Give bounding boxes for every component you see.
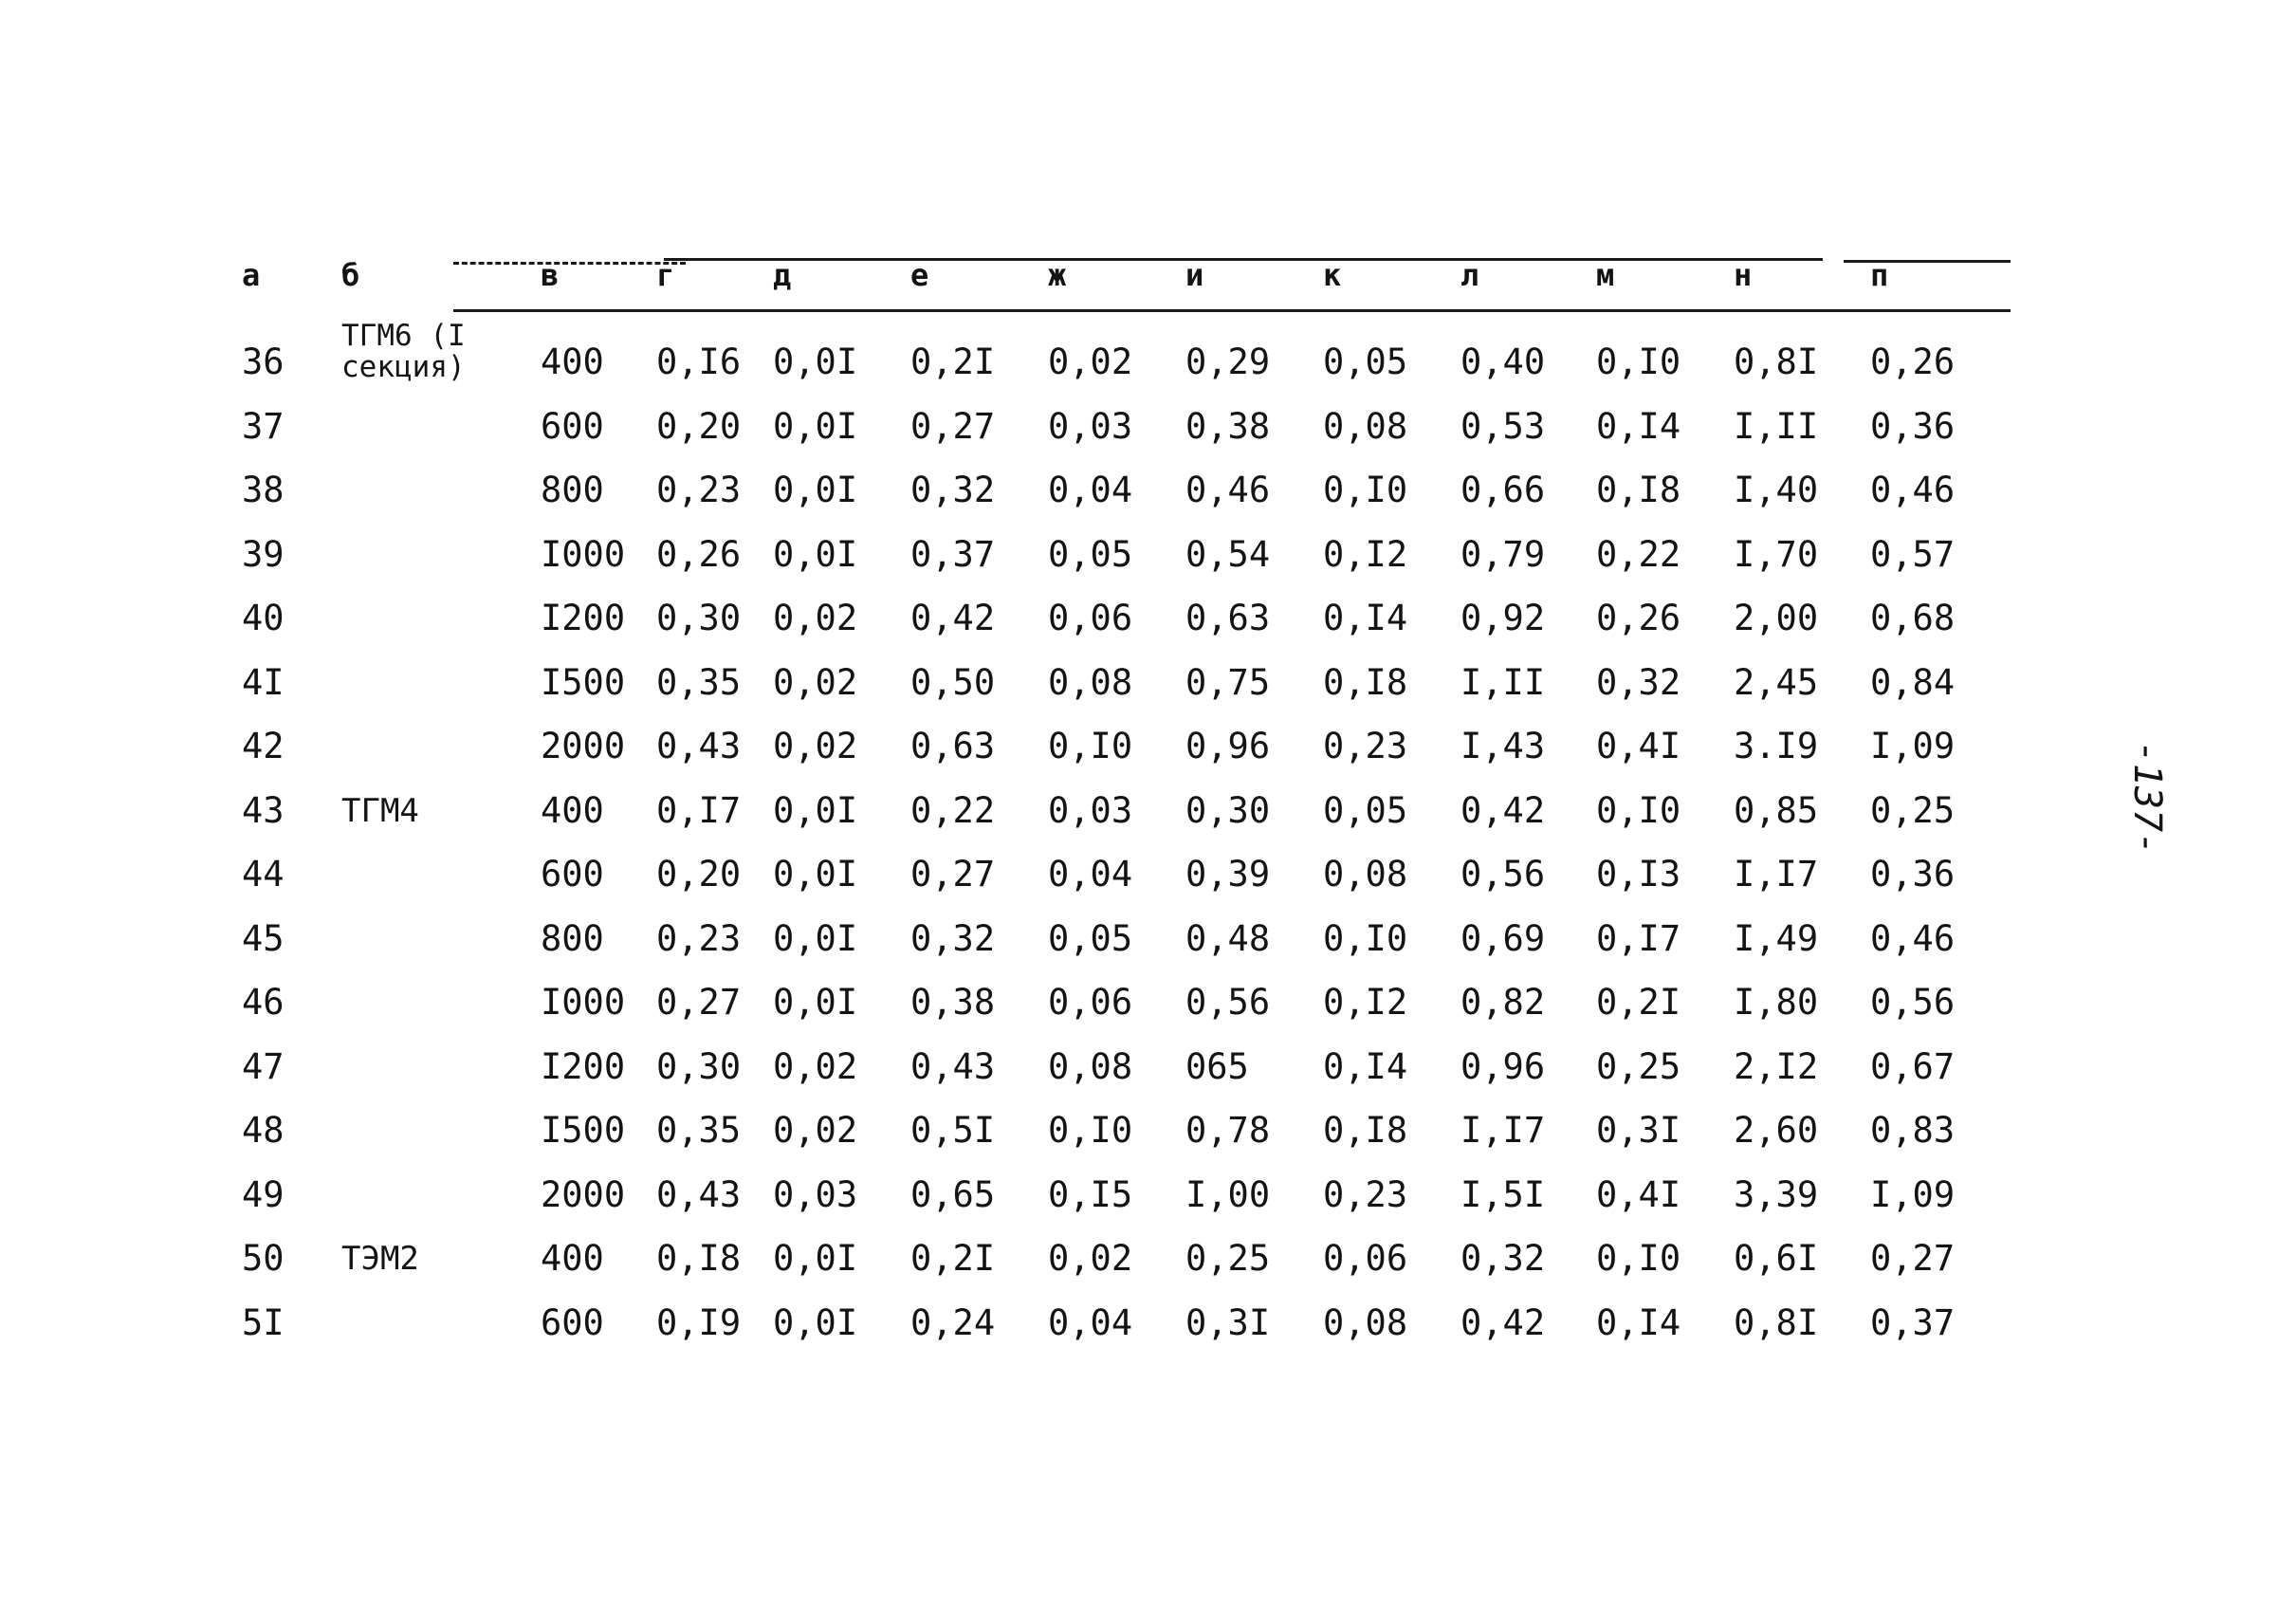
column-header: м: [1596, 257, 1615, 293]
table-cell: 0,30: [656, 598, 742, 638]
table-cell: 0,43: [656, 1173, 742, 1215]
table-cell: 0,8I: [1734, 341, 1819, 382]
table-cell: 600: [541, 1301, 604, 1343]
table-cell: I,00: [1185, 1173, 1271, 1215]
row-number: 50: [242, 1238, 285, 1279]
table-cell: 0,I4: [1323, 598, 1408, 638]
table-cell: 0,2I: [910, 1238, 996, 1279]
table-cell: I,70: [1734, 533, 1819, 575]
table-cell: 0,30: [656, 1045, 742, 1087]
table-cell: 0,I7: [1596, 917, 1681, 959]
table-cell: 0,38: [1185, 405, 1271, 447]
table-cell: 0,04: [1048, 854, 1133, 895]
column-header: п: [1870, 257, 1889, 293]
table-cell: 0,0I: [773, 789, 858, 831]
table-cell: 0,I0: [1596, 341, 1681, 382]
table-cell: 0,68: [1870, 598, 1956, 638]
row-number: 5I: [242, 1301, 285, 1343]
table-cell: 0,79: [1460, 533, 1546, 575]
table-cell: 0,05: [1323, 341, 1408, 382]
table-cell: 0,35: [656, 661, 742, 703]
table-cell: 0,0I: [773, 1301, 858, 1343]
table-cell: 0,23: [1323, 1173, 1408, 1215]
table-cell: 400: [541, 1238, 604, 1279]
table-cell: 0,05: [1048, 533, 1133, 575]
table-cell: 0,02: [1048, 1238, 1133, 1279]
table-cell: 0,48: [1185, 917, 1271, 959]
table-cell: 0,I7: [656, 789, 742, 831]
table-cell: 0,42: [1460, 789, 1546, 831]
table-cell: 0,56: [1870, 982, 1956, 1023]
table-cell: 800: [541, 470, 604, 510]
table-cell: 0,32: [910, 470, 996, 510]
table-cell: 0,02: [773, 726, 858, 766]
table-cell: 0,69: [1460, 917, 1546, 959]
table-cell: 0,0I: [773, 341, 858, 382]
table-cell: 0,02: [773, 1110, 858, 1151]
row-number: 44: [242, 854, 285, 895]
table-cell: 0,5I: [910, 1110, 996, 1151]
table-cell: I,80: [1734, 982, 1819, 1023]
table-cell: 0,65: [910, 1173, 996, 1215]
row-number: 4I: [242, 661, 285, 703]
row-number: 46: [242, 982, 285, 1023]
column-header: л: [1460, 257, 1479, 293]
table-cell: I,43: [1460, 726, 1546, 766]
table-cell: 0,27: [910, 854, 996, 895]
column-header: е: [910, 257, 929, 293]
table-cell: 0,25: [1596, 1045, 1681, 1087]
table-cell: 2,I2: [1734, 1045, 1819, 1087]
table-cell: 0,22: [1596, 533, 1681, 575]
table-cell: 0,36: [1870, 405, 1956, 447]
table-cell: 0,02: [773, 661, 858, 703]
table-cell: 0,27: [910, 405, 996, 447]
table-cell: 0,43: [910, 1045, 996, 1087]
table-cell: 0,I4: [1596, 405, 1681, 447]
table-cell: 3.I9: [1734, 726, 1819, 766]
table-cell: 0,I4: [1323, 1045, 1408, 1087]
table-cell: 0,25: [1870, 789, 1956, 831]
table-cell: 0,06: [1048, 598, 1133, 638]
table-cell: 2,00: [1734, 598, 1819, 638]
table-cell: 600: [541, 854, 604, 895]
table-cell: 0,84: [1870, 661, 1956, 703]
header-bottom-rule: [453, 309, 2011, 312]
row-number: 43: [242, 789, 285, 831]
header-top-rule-right: [1844, 260, 2011, 263]
table-cell: 0,36: [1870, 854, 1956, 895]
table-cell: 0,37: [910, 533, 996, 575]
table-cell: 0,I9: [656, 1301, 742, 1343]
locomotive-type: ТГМ4: [341, 791, 419, 830]
table-cell: 0,I0: [1596, 789, 1681, 831]
table-cell: 0,26: [1870, 341, 1956, 382]
table-cell: 0,I8: [1323, 661, 1408, 703]
table-cell: 0,0I: [773, 982, 858, 1023]
table-cell: 0,08: [1048, 661, 1133, 703]
header-top-rule-left: [453, 262, 686, 265]
row-number: 39: [242, 533, 285, 575]
table-cell: 0,I0: [1323, 470, 1408, 510]
locomotive-type: ТГМ6 (I секция): [341, 319, 466, 384]
table-cell: 0,03: [1048, 405, 1133, 447]
table-cell: 0,63: [910, 726, 996, 766]
table-cell: 0,3I: [1185, 1301, 1271, 1343]
column-header: г: [656, 257, 675, 293]
row-number: 49: [242, 1173, 285, 1215]
table-cell: 0,85: [1734, 789, 1819, 831]
table-cell: 800: [541, 917, 604, 959]
table-cell: 065: [1185, 1045, 1249, 1087]
table-cell: 0,29: [1185, 341, 1271, 382]
table-cell: 0,04: [1048, 1301, 1133, 1343]
table-cell: 0,38: [910, 982, 996, 1023]
table-cell: 0,54: [1185, 533, 1271, 575]
table-cell: 0,6I: [1734, 1238, 1819, 1279]
table-cell: 0,32: [910, 917, 996, 959]
column-header: н: [1734, 257, 1753, 293]
table-cell: 0,08: [1323, 1301, 1408, 1343]
table-cell: 0,82: [1460, 982, 1546, 1023]
table-cell: 0,0I: [773, 854, 858, 895]
table-cell: 0,22: [910, 789, 996, 831]
table-cell: 0,25: [1185, 1238, 1271, 1279]
table-cell: 0,I0: [1048, 1110, 1133, 1151]
table-cell: I,I7: [1460, 1110, 1546, 1151]
row-number: 45: [242, 917, 285, 959]
table-cell: 0,02: [773, 598, 858, 638]
table-cell: 0,0I: [773, 533, 858, 575]
table-cell: 0,05: [1323, 789, 1408, 831]
row-number: 48: [242, 1110, 285, 1151]
table-cell: I,09: [1870, 726, 1956, 766]
table-cell: I500: [541, 661, 626, 703]
table-cell: I,II: [1460, 661, 1546, 703]
table-cell: I,49: [1734, 917, 1819, 959]
table-cell: 0,24: [910, 1301, 996, 1343]
table-cell: 0,32: [1596, 661, 1681, 703]
table-cell: I,5I: [1460, 1173, 1546, 1215]
table-cell: 0,56: [1185, 982, 1271, 1023]
table-cell: 0,3I: [1596, 1110, 1681, 1151]
table-cell: 0,I5: [1048, 1173, 1133, 1215]
table-cell: 2,60: [1734, 1110, 1819, 1151]
table-cell: 0,67: [1870, 1045, 1956, 1087]
table-cell: 0,08: [1323, 405, 1408, 447]
table-cell: 0,02: [773, 1045, 858, 1087]
table-cell: I000: [541, 982, 626, 1023]
row-number: 36: [242, 341, 285, 382]
table-cell: 0,I0: [1048, 726, 1133, 766]
table-cell: 0,I4: [1596, 1301, 1681, 1343]
table-cell: 0,32: [1460, 1238, 1546, 1279]
table-cell: 0,I2: [1323, 982, 1408, 1023]
table-cell: I200: [541, 598, 626, 638]
table-cell: 0,43: [656, 726, 742, 766]
table-cell: I,I7: [1734, 854, 1819, 895]
table-cell: 0,I3: [1596, 854, 1681, 895]
table-cell: I,40: [1734, 470, 1819, 510]
table-cell: 0,83: [1870, 1110, 1956, 1151]
table-cell: 3,39: [1734, 1173, 1819, 1215]
table-cell: 0,42: [910, 598, 996, 638]
table-cell: 0,03: [1048, 789, 1133, 831]
table-cell: 0,I2: [1323, 533, 1408, 575]
table-cell: 0,20: [656, 405, 742, 447]
table-cell: 0,08: [1323, 854, 1408, 895]
table-cell: 0,96: [1185, 726, 1271, 766]
row-number: 42: [242, 726, 285, 766]
table-cell: 0,40: [1460, 341, 1546, 382]
table-cell: 0,23: [656, 470, 742, 510]
table-cell: 0,26: [1596, 598, 1681, 638]
table-cell: 0,50: [910, 661, 996, 703]
table-cell: 0,I8: [656, 1238, 742, 1279]
table-cell: 0,63: [1185, 598, 1271, 638]
table-cell: 0,2I: [910, 341, 996, 382]
table-cell: 0,35: [656, 1110, 742, 1151]
column-header: б: [341, 257, 360, 293]
table-cell: 0,20: [656, 854, 742, 895]
table-cell: 0,02: [1048, 341, 1133, 382]
table-cell: 0,26: [656, 533, 742, 575]
column-header: д: [773, 257, 792, 293]
table-cell: 0,2I: [1596, 982, 1681, 1023]
table-cell: 400: [541, 789, 604, 831]
table-cell: 0,27: [1870, 1238, 1956, 1279]
table-cell: 0,08: [1048, 1045, 1133, 1087]
table-cell: 0,03: [773, 1173, 858, 1215]
table-cell: 0,06: [1048, 982, 1133, 1023]
table-cell: 0,8I: [1734, 1301, 1819, 1343]
column-header: в: [541, 257, 560, 293]
table-cell: 600: [541, 405, 604, 447]
table-cell: 0,96: [1460, 1045, 1546, 1087]
row-number: 40: [242, 598, 285, 638]
table-cell: 2,45: [1734, 661, 1819, 703]
table-cell: 400: [541, 341, 604, 382]
table-cell: 0,23: [1323, 726, 1408, 766]
table-cell: I500: [541, 1110, 626, 1151]
locomotive-type: ТЭМ2: [341, 1240, 419, 1278]
table-cell: I,09: [1870, 1173, 1956, 1215]
table-cell: 0,27: [656, 982, 742, 1023]
page-number: -137-: [2125, 740, 2170, 856]
column-header: и: [1185, 257, 1204, 293]
table-cell: 0,46: [1870, 470, 1956, 510]
table-cell: 0,0I: [773, 1238, 858, 1279]
table-cell: 0,23: [656, 917, 742, 959]
table-cell: 0,04: [1048, 470, 1133, 510]
row-number: 37: [242, 405, 285, 447]
table-cell: 0,46: [1185, 470, 1271, 510]
table-cell: 0,06: [1323, 1238, 1408, 1279]
table-cell: 0,4I: [1596, 1173, 1681, 1215]
table-cell: 0,I0: [1323, 917, 1408, 959]
table-cell: 2000: [541, 726, 626, 766]
table-cell: 0,4I: [1596, 726, 1681, 766]
header-top-rule: [664, 258, 1823, 261]
table-cell: I200: [541, 1045, 626, 1087]
table-cell: 0,0I: [773, 405, 858, 447]
table-cell: 0,39: [1185, 854, 1271, 895]
table-cell: 2000: [541, 1173, 626, 1215]
table-cell: 0,0I: [773, 470, 858, 510]
table-cell: I000: [541, 533, 626, 575]
row-number: 38: [242, 470, 285, 510]
table-cell: 0,46: [1870, 917, 1956, 959]
table-cell: 0,57: [1870, 533, 1956, 575]
table-cell: 0,0I: [773, 917, 858, 959]
table-cell: 0,I8: [1323, 1110, 1408, 1151]
table-cell: 0,56: [1460, 854, 1546, 895]
column-header: ж: [1048, 257, 1067, 293]
table-cell: 0,30: [1185, 789, 1271, 831]
table-cell: I,II: [1734, 405, 1819, 447]
column-header: а: [242, 257, 261, 293]
table-cell: 0,78: [1185, 1110, 1271, 1151]
table-cell: 0,66: [1460, 470, 1546, 510]
table-cell: 0,37: [1870, 1301, 1956, 1343]
table-cell: 0,53: [1460, 405, 1546, 447]
table-cell: 0,I6: [656, 341, 742, 382]
table-cell: 0,75: [1185, 661, 1271, 703]
table-cell: 0,05: [1048, 917, 1133, 959]
row-number: 47: [242, 1045, 285, 1087]
table-cell: 0,I0: [1596, 1238, 1681, 1279]
table-cell: 0,42: [1460, 1301, 1546, 1343]
table-cell: 0,92: [1460, 598, 1546, 638]
table-cell: 0,I8: [1596, 470, 1681, 510]
column-header: к: [1323, 257, 1342, 293]
